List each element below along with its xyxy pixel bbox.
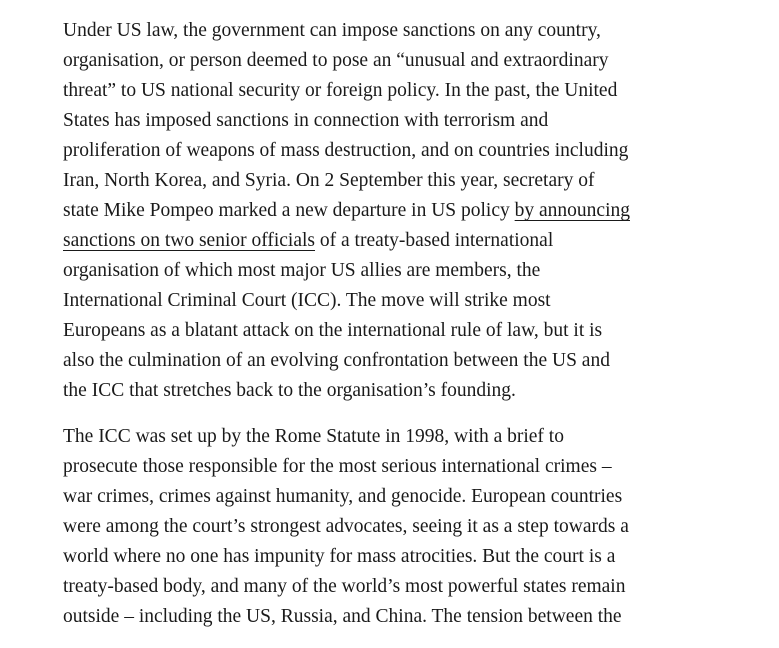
text-segment: state Mike Pompeo marked a new departure in US policy — [63, 200, 515, 221]
text-line: proliferation of weapons of mass destruction, and on countries including — [63, 140, 629, 161]
text-line: The ICC was set up by the Rome Statute in 1998, with a brief to — [63, 426, 564, 447]
sanctions-announcement-link-continued[interactable]: sanctions on two senior officials — [63, 230, 316, 251]
text-line: organisation of which most major US allies are members, the — [63, 260, 541, 281]
text-line — [63, 226, 763, 256]
text-segment: of a treaty-based international — [315, 230, 554, 251]
text-line: International Criminal Court (ICC). The move will strike most — [63, 290, 551, 311]
text-line: treaty-based body, and many of the world’s most powerful states remain — [63, 576, 626, 597]
text-line: States has imposed sanctions in connection with terrorism and — [63, 110, 549, 131]
text-line: were among the court’s strongest advocates, seeing it as a step towards a — [63, 516, 629, 537]
text-line: Europeans as a blatant attack on the international rule of law, but it is — [63, 320, 603, 341]
text-line: war crimes, crimes against humanity, and genocide. European countries — [63, 486, 623, 507]
text-line: outside – including the US, Russia, and China. The tension between the — [63, 606, 622, 627]
text-line: also the culmination of an evolving confrontation between the US and — [63, 350, 610, 371]
text-line: Iran, North Korea, and Syria. On 2 September this year, secretary of — [63, 170, 595, 191]
text-line: organisation, or person deemed to pose an “unusual and extraordinary — [63, 50, 609, 71]
text-line: world where no one has impunity for mass atrocities. But the court is a — [63, 546, 616, 567]
text-line: threat” to US national security or foreign policy. In the past, the United — [63, 80, 618, 101]
text-line: Under US law, the government can impose sanctions on any country, — [63, 20, 601, 41]
sanctions-announcement-link[interactable]: by announcing — [514, 200, 630, 221]
paragraph-2 — [63, 422, 763, 632]
article-body — [63, 16, 763, 648]
paragraph-1 — [63, 16, 763, 406]
text-line: prosecute those responsible for the most serious international crimes – — [63, 456, 612, 477]
text-line: the ICC that stretches back to the organisation’s founding. — [63, 380, 516, 401]
text-line — [63, 196, 763, 226]
